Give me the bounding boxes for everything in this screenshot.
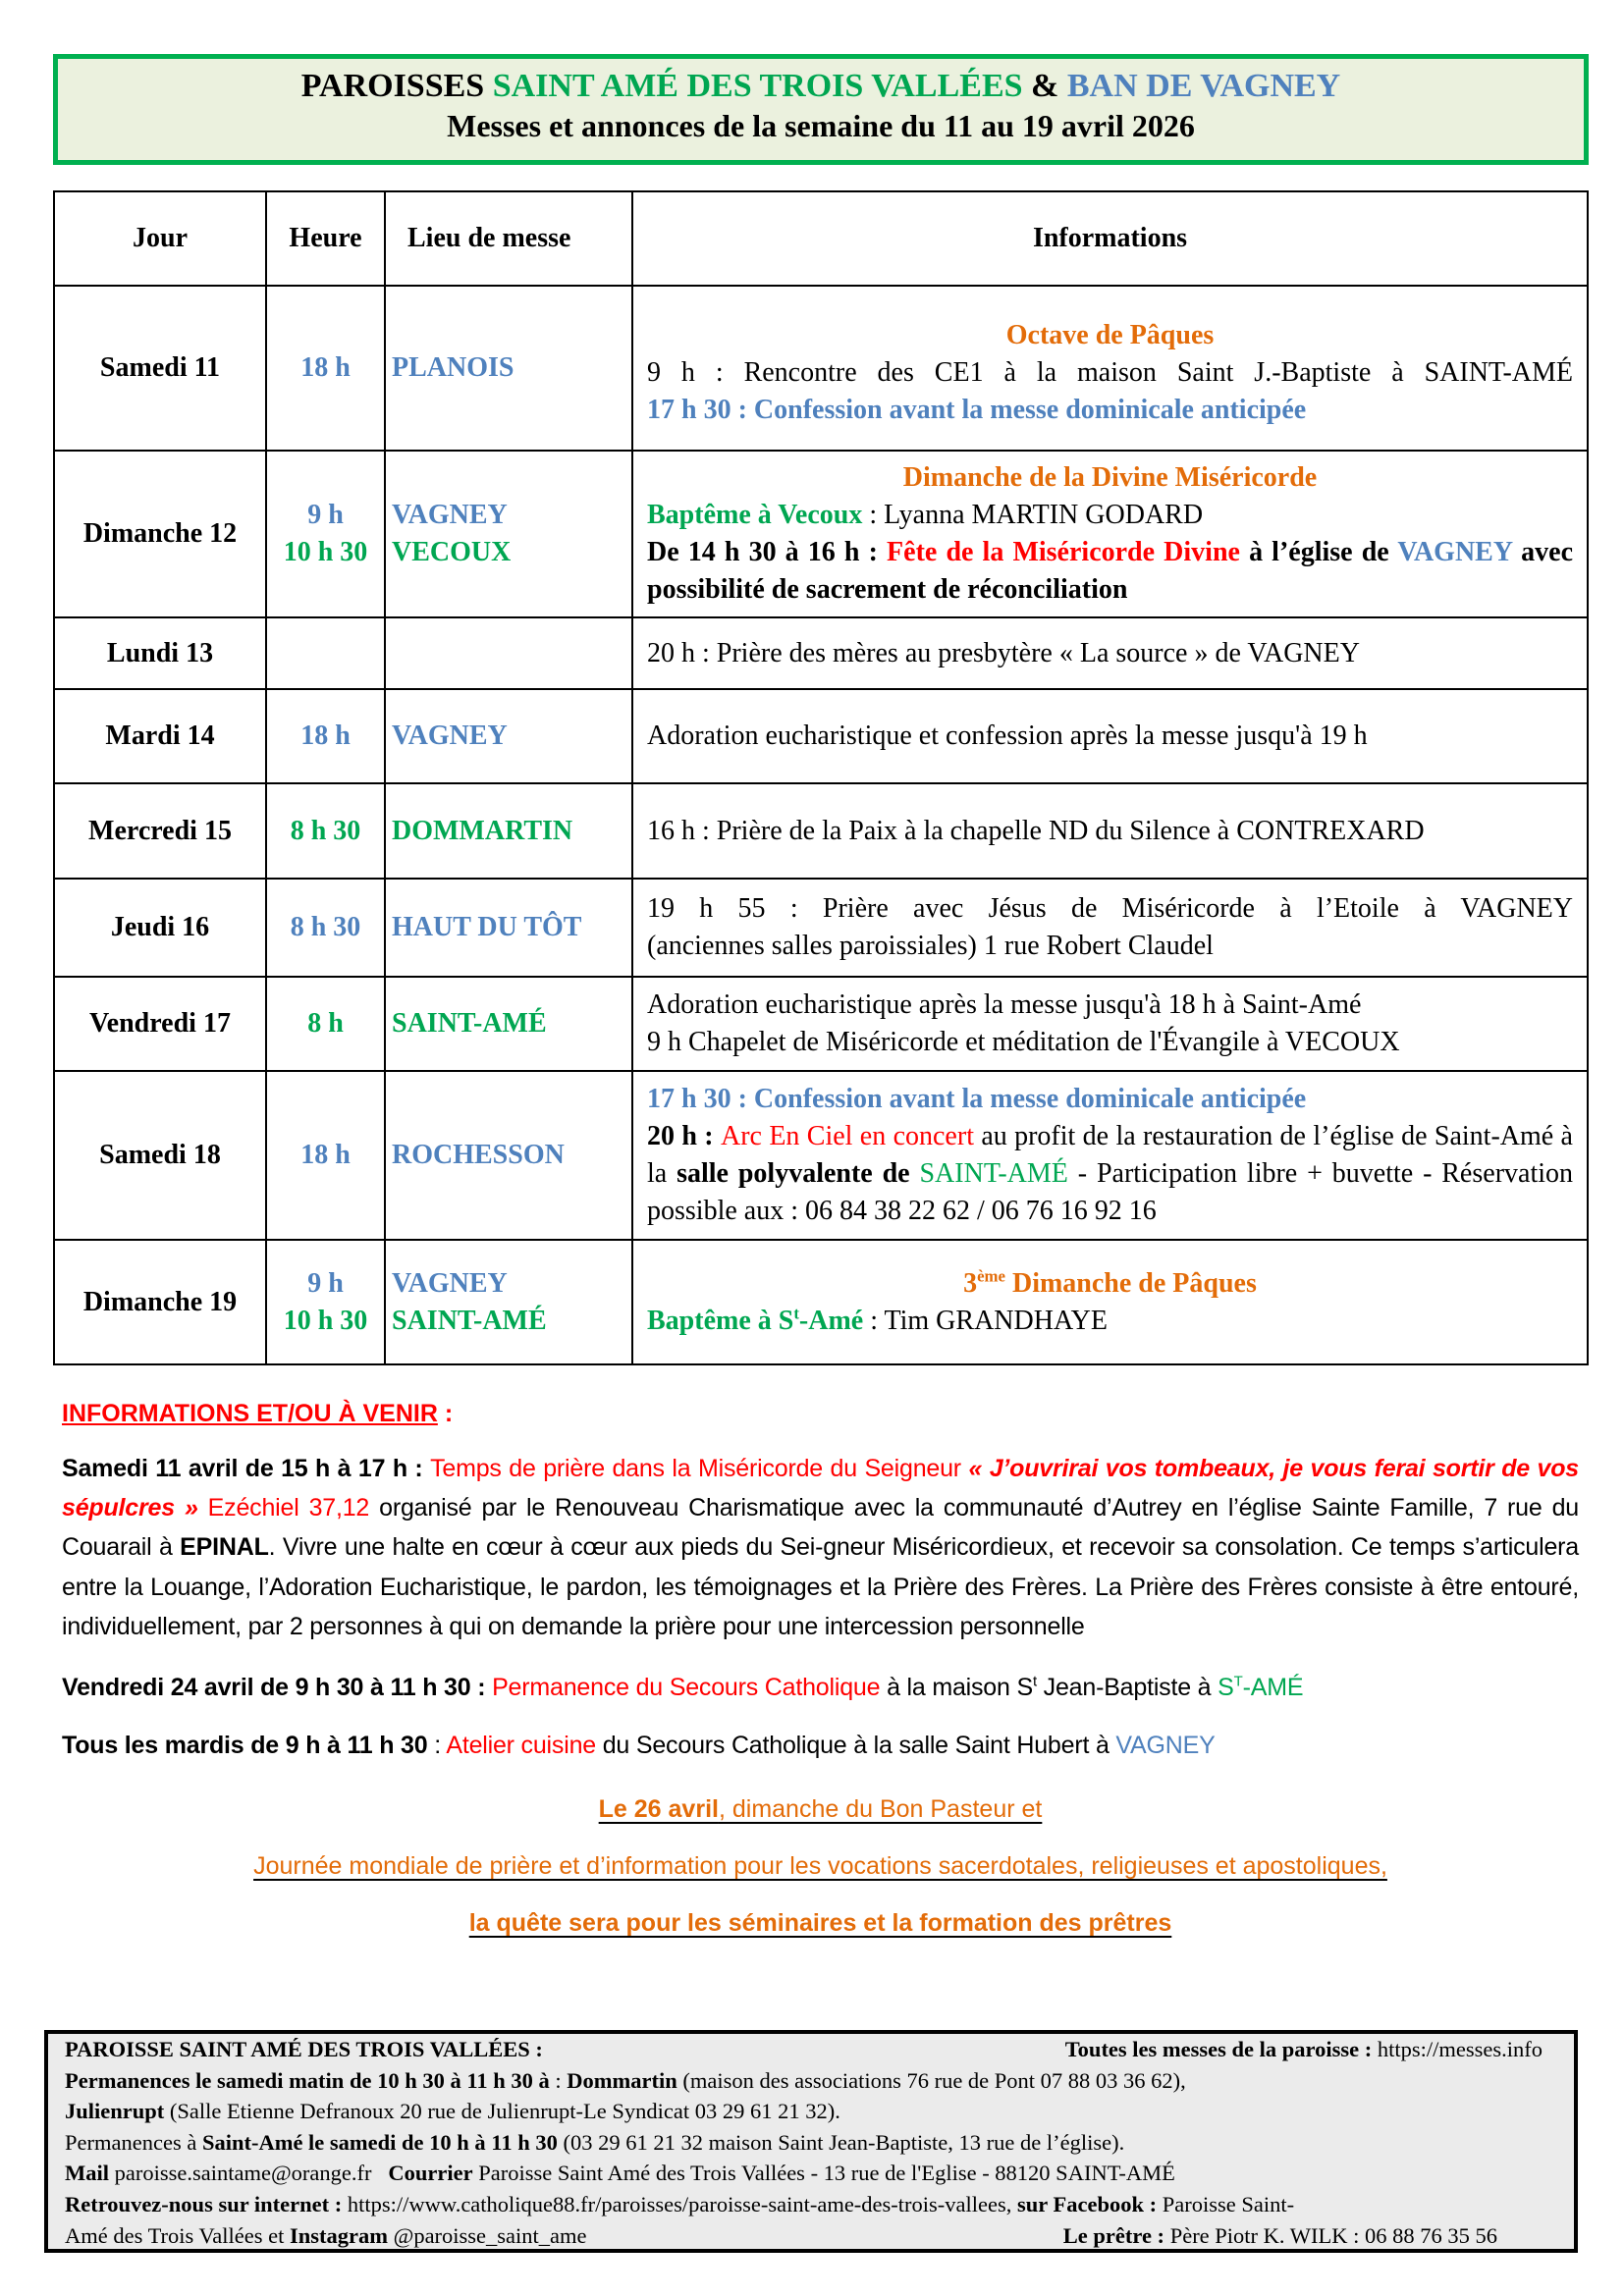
table-row <box>54 617 1588 689</box>
mass-schedule-table <box>53 190 1589 1365</box>
info-concert <box>647 1118 1573 1230</box>
column-header-info: Informations <box>632 191 1588 286</box>
announce-text: , dimanche du Bon Pasteur et <box>718 1795 1043 1824</box>
item-quote: « J’ouvrirai vos tombeaux, je vous ferai sortir de vos sépulcres » <box>62 1455 1579 1522</box>
row-places <box>385 1240 632 1364</box>
info-event <box>647 534 1573 609</box>
info-line: (anciennes salles paroissiales) 1 rue Robert Claudel <box>647 931 1214 961</box>
item-reference: Ezéchiel 37,12 <box>197 1494 370 1522</box>
row-time: 9 h <box>307 500 344 530</box>
info-item-secours-permanence <box>62 1668 1579 1707</box>
row-time: 18 h <box>266 1071 385 1240</box>
row-info <box>632 977 1588 1071</box>
header-subtitle: Messes et annonces de la semaine du 11 au 19 avril 2026 <box>447 108 1195 143</box>
bapteme-label: Baptême à Vecoux <box>647 500 863 530</box>
table-row <box>54 286 1588 451</box>
bapteme-label-sup: t <box>793 1304 799 1323</box>
row-day: Jeudi 16 <box>54 879 266 977</box>
footer-contact-box <box>44 2030 1578 2253</box>
info-bapteme <box>647 1303 1573 1340</box>
item-date: Vendredi 24 avril de 9 h 30 à 11 h 30 : <box>62 1674 493 1702</box>
informations-section <box>62 1394 1579 1943</box>
row-day: Samedi 18 <box>54 1071 266 1240</box>
priest-label: Le prêtre : <box>1062 2222 1170 2248</box>
item-title: Permanence du Secours Catholique <box>492 1674 881 1702</box>
table-row <box>54 879 1588 977</box>
info-item-prayer-time <box>62 1449 1579 1646</box>
row-place: VAGNEY <box>392 1267 508 1299</box>
info-line: 17 h 30 : Confession avant la messe dominicale anticipée <box>647 1084 1307 1114</box>
info-title: Dimanche de la Divine Miséricorde <box>902 462 1318 493</box>
item-place: VAGNEY <box>1115 1732 1216 1760</box>
row-time: 18 h <box>266 689 385 783</box>
row-time <box>266 617 385 689</box>
table-row <box>54 1240 1588 1364</box>
announce-line-1 <box>62 1789 1579 1829</box>
footer-row <box>65 2220 1574 2252</box>
item-place-sup: T <box>1233 1673 1243 1690</box>
info-line: 16 h : Prière de la Paix à la chapelle ND du Silence à CONTREXARD <box>647 815 1425 846</box>
mail-label: Mail <box>65 2161 109 2186</box>
title-separator: & <box>1022 68 1067 104</box>
row-day: Samedi 11 <box>54 286 266 451</box>
column-header-day: Jour <box>54 191 266 286</box>
row-day: Dimanche 12 <box>54 451 266 617</box>
footer-row <box>65 2096 1574 2127</box>
info-item-atelier-cuisine <box>62 1726 1579 1765</box>
row-place: ROCHESSON <box>385 1071 632 1240</box>
bapteme-name: : Lyanna MARTIN GODARD <box>862 500 1204 530</box>
row-time: 10 h 30 <box>283 1305 368 1336</box>
concert-name: Arc En Ciel en concert <box>720 1121 974 1151</box>
footer-all-masses <box>1065 2034 1543 2065</box>
row-place: DOMMARTIN <box>385 783 632 879</box>
instagram-label: Instagram <box>289 2222 388 2248</box>
title-superscript: ème <box>977 1266 1005 1286</box>
row-place: HAUT DU TÔT <box>385 879 632 977</box>
table-row <box>54 451 1588 617</box>
courrier-label: Courrier <box>388 2161 473 2186</box>
row-info <box>632 689 1588 783</box>
all-masses-label: Toutes les messes de la paroisse : <box>1064 2037 1378 2061</box>
footer-row <box>65 2065 1574 2097</box>
info-line: Adoration eucharistique et confession après la messe jusqu'à 19 h <box>647 721 1368 751</box>
informations-heading <box>62 1394 1579 1433</box>
mail-link[interactable]: paroisse.saintame@orange.fr <box>109 2161 389 2186</box>
info-bapteme <box>647 497 1573 534</box>
row-time: 8 h <box>266 977 385 1071</box>
item-date: Tous les mardis de 9 h à 11 h 30 <box>62 1732 428 1760</box>
row-info <box>632 286 1588 451</box>
bapteme-name: : Tim GRANDHAYE <box>863 1305 1108 1336</box>
event-text: avec possibilité de sacrement de réconciliation <box>647 537 1574 605</box>
perm-label: Permanences à <box>65 2129 202 2155</box>
row-times <box>266 451 385 617</box>
footer-parish-name: PAROISSE SAINT AMÉ DES TROIS VALLÉES : <box>65 2037 543 2061</box>
bapteme-label: Baptême à S <box>647 1305 794 1336</box>
info-line: 9 h Chapelet de Miséricorde et méditation de l'Évangile à VECOUX <box>647 1027 1400 1057</box>
row-times <box>266 1240 385 1364</box>
info-title <box>647 1265 1573 1303</box>
item-text: Jean-Baptiste à <box>1036 1674 1218 1702</box>
parish-name-ban-de-vagney: BAN DE VAGNEY <box>1066 68 1341 104</box>
row-day: Dimanche 19 <box>54 1240 266 1364</box>
footer-priest <box>1063 2220 1497 2252</box>
info-line: Adoration eucharistique après la messe jusqu'à 18 h à Saint-Amé <box>647 989 1362 1020</box>
row-info <box>632 617 1588 689</box>
table-row <box>54 1071 1588 1240</box>
announce-date: Le 26 avril <box>598 1795 719 1824</box>
bapteme-label: -Amé <box>798 1305 864 1336</box>
row-time: 9 h <box>307 1267 344 1299</box>
item-date: Samedi 11 avril de 15 h à 17 h : <box>62 1455 431 1482</box>
row-info <box>632 1071 1588 1240</box>
table-header-row <box>54 191 1588 286</box>
perm-colon: : <box>549 2067 568 2093</box>
info-line: 20 h : Prière des mères au presbytère « La source » de VAGNEY <box>647 637 1360 668</box>
perm-label: Permanences le samedi matin de 10 h 30 à 11 h 30 à <box>65 2067 550 2093</box>
concert-venue: salle polyvalente de <box>677 1158 920 1189</box>
row-time: 8 h 30 <box>266 879 385 977</box>
item-city: EPINAL <box>180 1533 269 1562</box>
title-prefix: PAROISSES <box>300 68 493 104</box>
row-info <box>632 451 1588 617</box>
announce-line-2: Journée mondiale de prière et d’information pour les vocations sacerdotales, religieuses et apostoliques, <box>253 1852 1387 1881</box>
website-link[interactable]: https://www.catholique88.fr/paroisses/paroisse-saint-ame-des-trois-vallees, <box>347 2191 1012 2216</box>
table-row <box>54 783 1588 879</box>
event-place: VAGNEY <box>1397 537 1513 567</box>
item-text: organisé par le Renouveau Charismatique avec la communauté d’Autrey en l’église Sainte Famille, 7 rue du Couarail à <box>62 1494 1579 1562</box>
parish-name-saint-ame: SAINT AMÉ DES TROIS VALLÉES <box>492 68 1023 104</box>
concert-place: SAINT-AMÉ <box>919 1158 1068 1189</box>
row-place: SAINT-AMÉ <box>385 977 632 1071</box>
item-text: à la maison S <box>880 1674 1033 1702</box>
facebook-link[interactable]: Paroisse Saint- <box>1162 2191 1295 2216</box>
item-title: Atelier cuisine <box>446 1732 596 1760</box>
item-place: S <box>1218 1674 1234 1702</box>
table-row <box>54 689 1588 783</box>
item-text: . Vivre une halte en cœur à cœur aux pieds du Sei-gneur Miséricordieux, et recevoir sa consolation. Ce temps s’articulera entre la Louange, l’Adoration Eucharistique, le pardon, les témoignages et la Prière des Frères. La Prière des Frères consiste à être entouré, individuellement, par 2 personnes à qui on demande la prière pour une intercession personnelle <box>62 1533 1579 1640</box>
row-place: SAINT-AMÉ <box>392 1305 547 1336</box>
event-time: De 14 h 30 à 16 h : <box>647 537 888 567</box>
announce-line-3: la quête sera pour les séminaires et la formation des prêtres <box>468 1909 1172 1938</box>
heading-colon: : <box>437 1400 454 1427</box>
priest-contact: Père Piotr K. WILK : 06 88 76 35 56 <box>1169 2222 1497 2248</box>
instagram-link[interactable]: @paroisse_saint_ame <box>387 2222 587 2248</box>
info-title: Octave de Pâques <box>1005 320 1215 350</box>
concert-time: 20 h : <box>647 1121 721 1151</box>
item-colon: : <box>427 1732 447 1760</box>
header-banner <box>53 54 1589 165</box>
concert-text: - Participation libre + buvette - Réservation possible aux : 06 84 38 22 62 / 06 76 16 92 16 <box>647 1158 1573 1226</box>
row-day: Lundi 13 <box>54 617 266 689</box>
facebook-label: sur Facebook : <box>1011 2191 1163 2216</box>
courrier-address: Paroisse Saint Amé des Trois Vallées - 13 rue de l'Eglise - 88120 SAINT-AMÉ <box>472 2161 1175 2186</box>
info-line: 9 h : Rencontre des CE1 à la maison Saint J.-Baptiste à SAINT-AMÉ <box>647 357 1573 388</box>
row-time: 18 h <box>266 286 385 451</box>
row-place <box>385 617 632 689</box>
title-number: 3 <box>963 1267 978 1299</box>
row-time: 10 h 30 <box>283 537 368 567</box>
perm-details: (maison des associations 76 rue de Pont 07 88 03 36 62), <box>677 2067 1186 2093</box>
header-title <box>58 67 1584 106</box>
row-info <box>632 783 1588 879</box>
perm-details: (Salle Etienne Defranoux 20 rue de Julienrupt-Le Syndicat 03 29 61 21 32). <box>164 2099 840 2124</box>
row-places <box>385 451 632 617</box>
row-info <box>632 879 1588 977</box>
row-day: Vendredi 17 <box>54 977 266 1071</box>
row-day: Mercredi 15 <box>54 783 266 879</box>
event-name: Fête de la Miséricorde Divine <box>887 537 1240 567</box>
info-line: 17 h 30 : Confession avant la messe dominicale anticipée <box>647 395 1307 425</box>
perm-details: (03 29 61 21 32 maison Saint Jean-Baptiste, 13 rue de l’église). <box>557 2129 1125 2155</box>
item-text: du Secours Catholique à la salle Saint Hubert à <box>595 1732 1116 1760</box>
event-text: à l’église de <box>1239 537 1398 567</box>
row-info <box>632 1240 1588 1364</box>
perm-place: Julienrupt <box>65 2099 165 2124</box>
column-header-place: Lieu de messe <box>385 191 632 286</box>
footer-row <box>65 2158 1574 2189</box>
item-title: Temps de prière dans la Miséricorde du Seigneur <box>430 1455 969 1482</box>
row-place: VAGNEY <box>392 500 508 530</box>
row-place: VAGNEY <box>385 689 632 783</box>
web-label: Retrouvez-nous sur internet : <box>65 2191 348 2216</box>
concert-text: au profit de la restauration de l’église de Saint-Amé à la <box>647 1121 1573 1189</box>
row-place: PLANOIS <box>385 286 632 451</box>
row-place: VECOUX <box>392 537 512 567</box>
facebook-link-cont[interactable]: Amé des Trois Vallées et <box>65 2222 290 2248</box>
item-sup: t <box>1032 1673 1037 1690</box>
perm-place: Dommartin <box>567 2067 677 2093</box>
info-line: 19 h 55 : Prière avec Jésus de Miséricorde à l’Etoile à VAGNEY <box>647 893 1573 924</box>
informations-heading-text: INFORMATIONS ET/OU À VENIR <box>62 1400 438 1427</box>
row-day: Mardi 14 <box>54 689 266 783</box>
table-row <box>54 977 1588 1071</box>
all-masses-link[interactable]: https://messes.info <box>1377 2037 1543 2061</box>
row-time: 8 h 30 <box>266 783 385 879</box>
title-text: Dimanche de Pâques <box>1004 1267 1257 1299</box>
footer-row <box>65 2034 1574 2065</box>
footer-row <box>65 2127 1574 2159</box>
column-header-time: Heure <box>266 191 385 286</box>
item-place: -AMÉ <box>1242 1674 1304 1702</box>
footer-row <box>65 2189 1574 2220</box>
perm-place: Saint-Amé le samedi de 10 h à 11 h 30 <box>201 2129 558 2155</box>
